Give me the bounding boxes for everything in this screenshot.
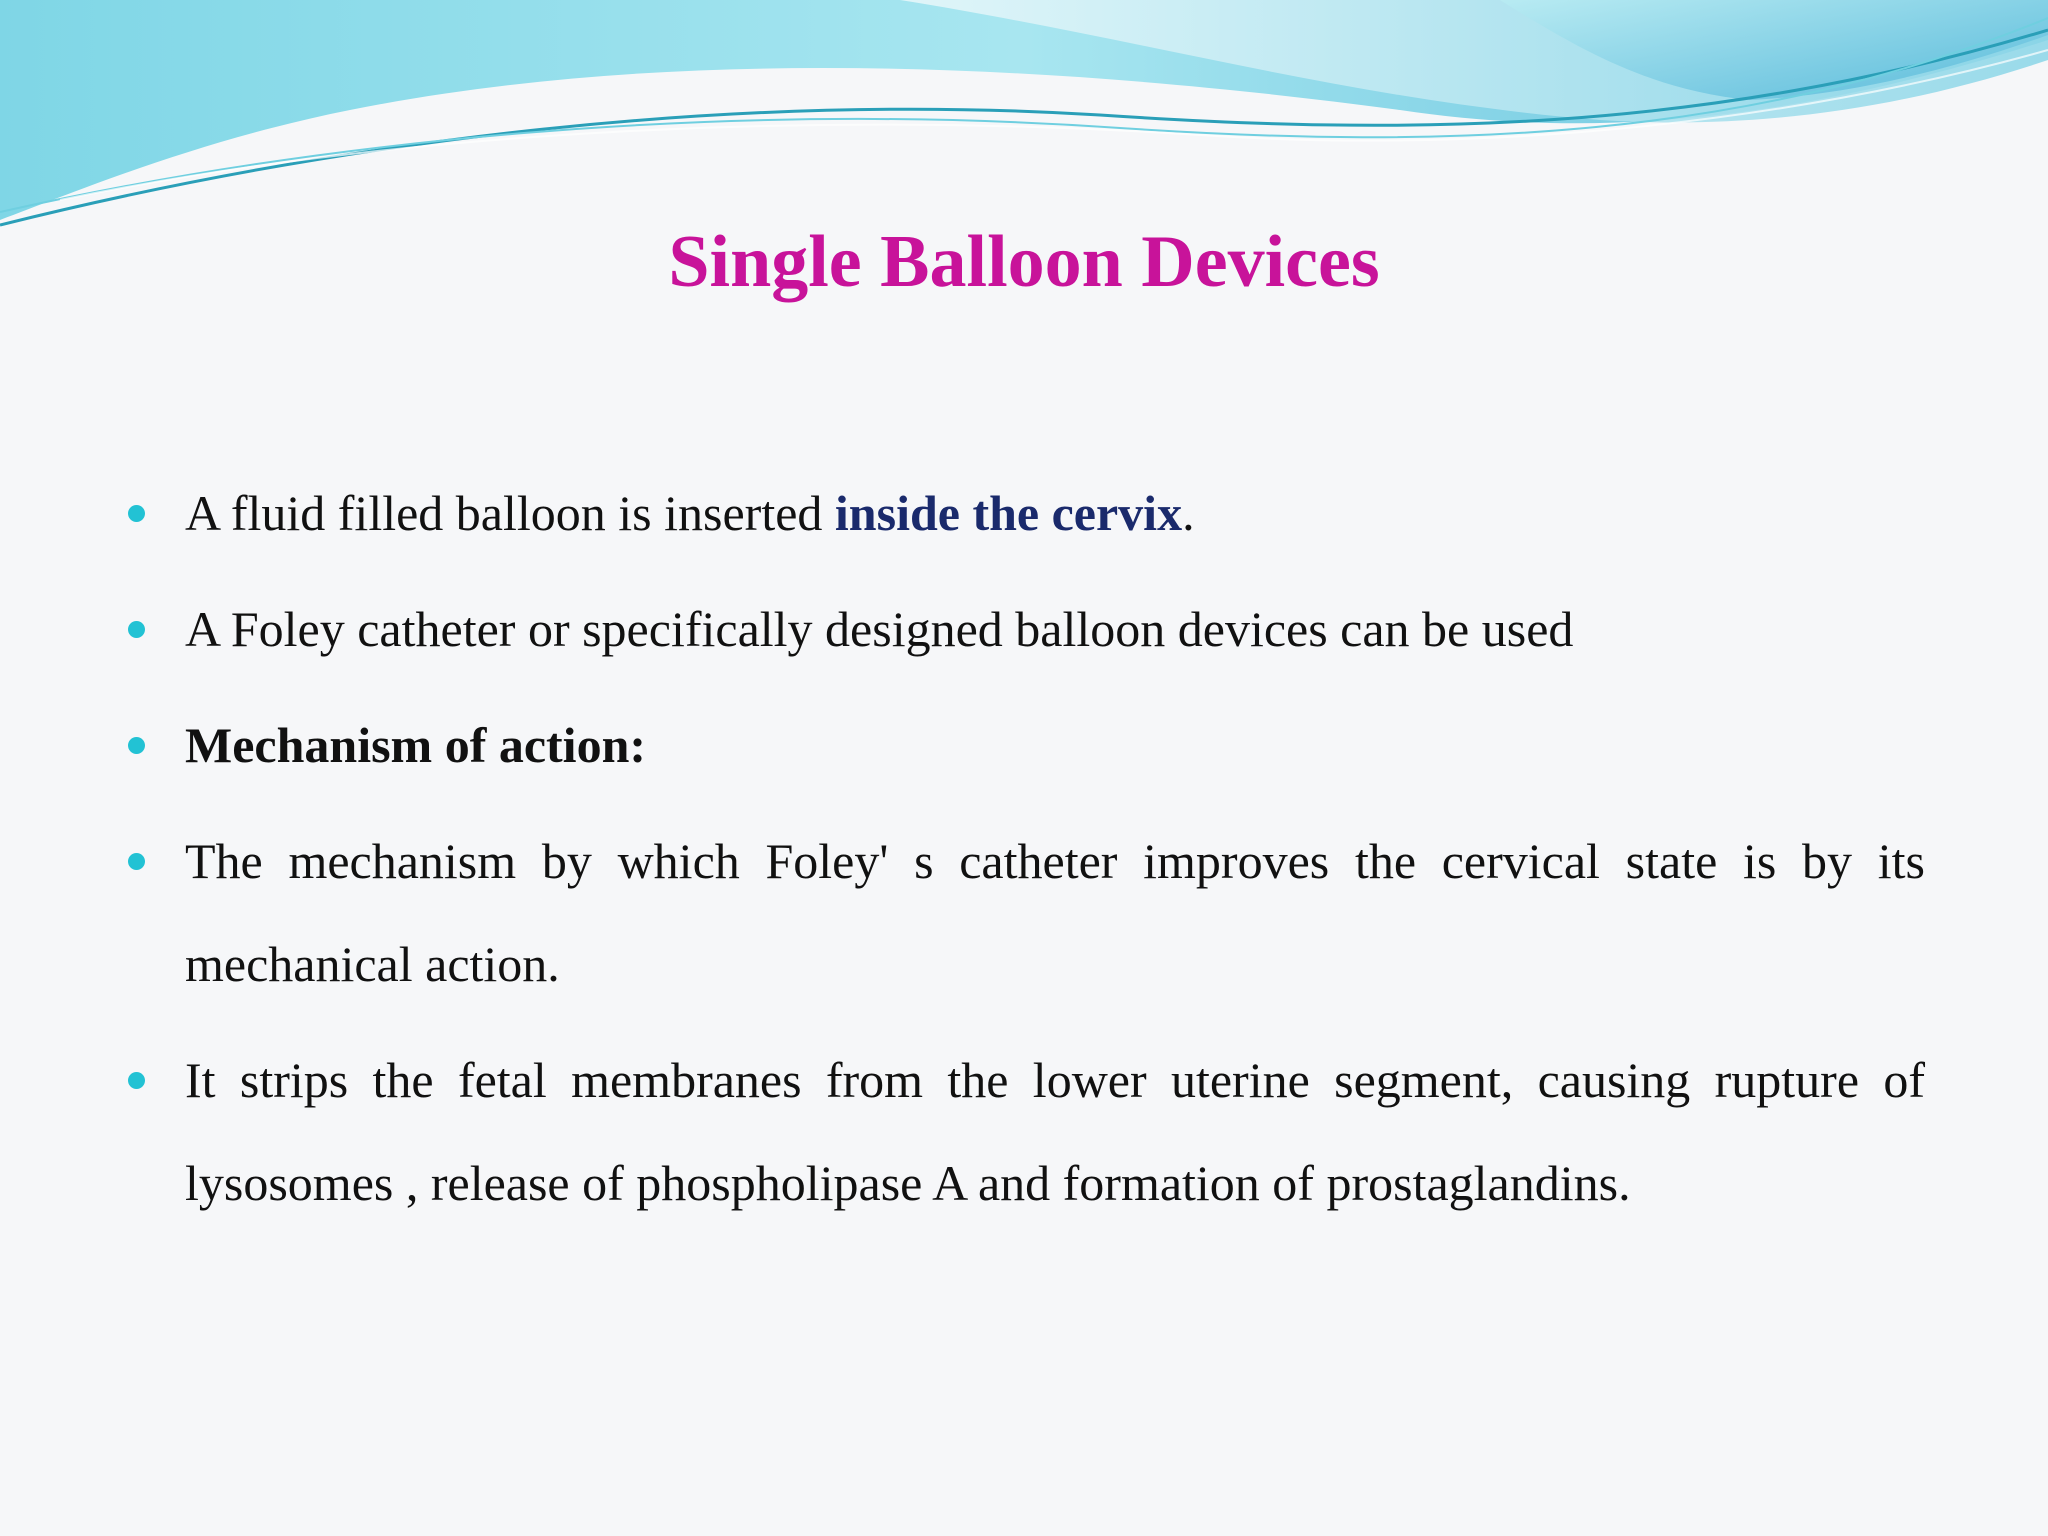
- bullet-dot-icon: [128, 505, 145, 522]
- bullet-text: The mechanism by which Foley' s catheter improves the cervical state is by its mechanical action.: [185, 833, 1925, 992]
- bullet-text: A fluid filled balloon is inserted: [185, 485, 835, 541]
- bullet-item: [125, 810, 1925, 1016]
- slide-title: Single Balloon Devices: [668, 221, 1380, 303]
- bullet-emphasis: inside the cervix: [834, 485, 1183, 541]
- bullet-heading: Mechanism of action:: [185, 717, 647, 773]
- bullet-item: [125, 462, 1925, 565]
- bullet-dot-icon: [128, 621, 145, 638]
- bullet-item: [125, 1029, 1925, 1235]
- bullet-dot-icon: [128, 853, 145, 870]
- bullet-text: It strips the fetal membranes from the lower uterine segment, causing rupture of lysosomes , release of phospholipase A and formation of prostaglandins.: [185, 1052, 1925, 1211]
- bullet-list: [125, 462, 1925, 1248]
- bullet-text-end: .: [1182, 485, 1195, 541]
- header-wave-decoration: [0, 0, 2048, 240]
- bullet-item: [125, 694, 1925, 797]
- bullet-dot-icon: [128, 737, 145, 754]
- bullet-text: A Foley catheter or specifically designed balloon devices can be used: [185, 601, 1574, 657]
- bullet-dot-icon: [128, 1072, 145, 1089]
- bullet-item: [125, 578, 1925, 681]
